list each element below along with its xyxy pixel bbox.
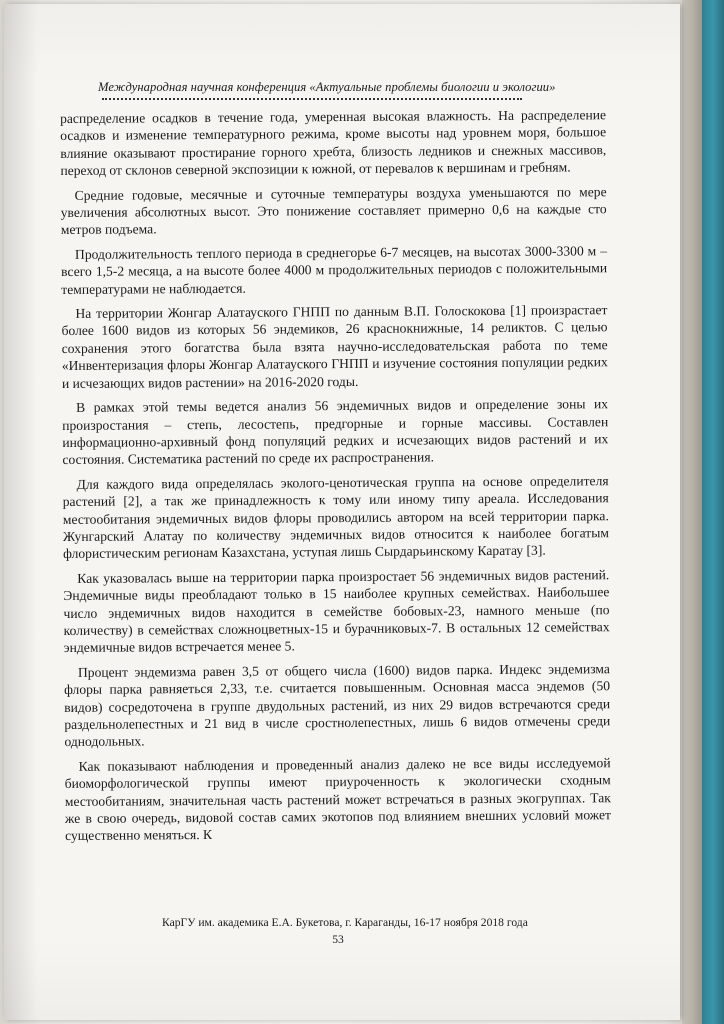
book-edge-shadow xyxy=(682,0,702,1024)
paragraph-4: На территории Жонгар Алатауского ГНПП по данным В.П. Голоскокова [1] произрастает более 1600 видов из которых 56 эндемиков, 26 краснокнижные, 14 реликтов. С целью сохранения этого богатства была взята научно-исследовательская работа по теме «Инвентеризация флоры Жонгар Алатауского ГНПП и изучение состояния популяции редких и исчезающих видов растении» на 2016-2020 годы. xyxy=(61,302,608,391)
header-divider xyxy=(102,98,522,100)
binding-shadow xyxy=(4,4,38,1020)
paragraph-1: распределение осадков в течение года, умеренная высокая влажность. На распределение осадков и изменение температурного режима, кроме высоты над уровнем моря, большое влияние оказывают простирание горного хребта, близость ледников и снежных массивов, переход от склонов северной экспозиции к южной, от перевалов к вершинам и гребням. xyxy=(60,107,607,179)
page-footer: КарГУ им. академика Е.А. Букетова, г. Караганды, 16-17 ноября 2018 года xyxy=(162,916,528,929)
running-header: Международная научная конференция «Актуальные проблемы биологии и экологии» xyxy=(98,80,556,94)
paragraph-2: Средние годовые, месячные и суточные температуры воздуха уменьшаются по мере увеличения абсолютных высот. Это понижение составляет примерно 0,6 на каждые сто метров подъема. xyxy=(60,183,607,238)
paragraph-6: Для каждого вида определялась эколого-ценотическая группа на основе определителя растений [2], а так же принадлежность к тому или иному типу ареала. Исследования местообитания эндемичных видов флоры проводились автором на всей территории парка. Жунгарский Алатау по количеству эндемичных видов относится к наиболее богатым флористическим регионам Казахстана, уступая лишь Сырдарьинскому Каратау [3]. xyxy=(62,472,610,562)
page-number: 53 xyxy=(332,933,344,946)
paragraph-8: Процент эндемизма равен 3,5 от общего числа (1600) видов парка. Индекс эндемизма флоры парка равняеться 2,33, т.е. считается повышенным. Основная масса эндемов (50 видов) сосредоточена в группе двудольных растений, из них 29 видов встречаются среди раздельнолепестных и 21 вид в числе сростнолепестных, лишь 6 видов отмечены среди однодольных. xyxy=(63,660,611,750)
book-cover-edge xyxy=(702,0,724,1024)
paragraph-7: Как указовалась выше на территории парка произростает 56 эндемичных видов растений. Эндемичные виды преоблaдают только в 15 наиболее крупных семействах. Наибольшее число эндемичных видов находится в семействе бобовых-23, намного меньше (по количеству) в семействах сложноцветных-15 и бурачниковых-7. В остальных 12 семействах эндемичные видов встречается менее 5. xyxy=(63,566,610,656)
paragraph-9: Как показывают наблюдения и проведенный анализ далеко не все виды исследуемой биоморфологической группы имеют приуроченность к экологически сходным местообитаниям, значительная часть растений может встречаться в разных экогруппах. Так же в свою очередь, видовой состав самих экотопов под влиянием внешних условий может существенно меняться. К xyxy=(64,754,611,844)
paragraph-5: В рамках этой темы ведется анализ 56 эндемичных видов и определение зоны их произростания – степь, лесостепь, предгорные и горные массивы. Составлен информационно-архивный фонд популяций редких и исчезающих видов растений и их состояния. Систематика растений по среде их распространения. xyxy=(62,396,609,468)
article-body xyxy=(60,106,611,852)
paragraph-3: Продолжительность теплого периода в среднегорье 6-7 месяцев, на высотах 3000-3300 м – всего 1,5-2 месяца, а на высоте более 4000 м продолжительных периодов с положительными температурами не наблюдается. xyxy=(61,243,608,297)
